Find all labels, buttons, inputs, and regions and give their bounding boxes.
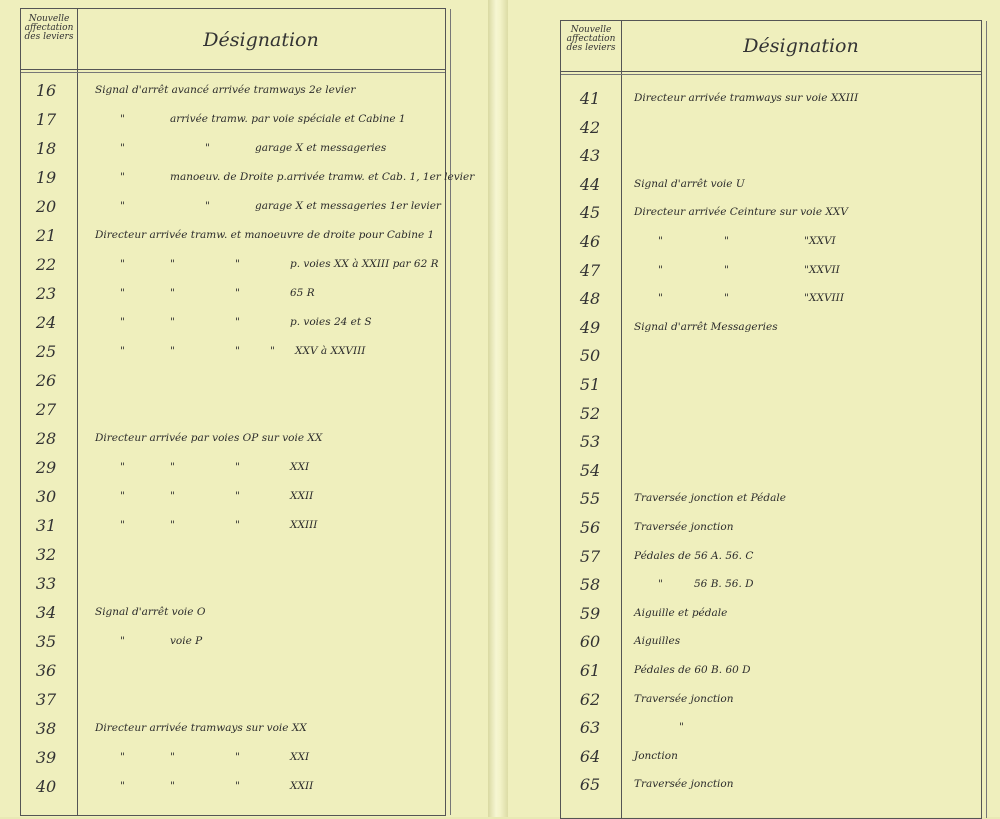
designation-text: Signal d'arrêt Messageries	[634, 320, 778, 333]
lever-number: 58	[579, 575, 601, 595]
lever-number: 45	[579, 203, 601, 223]
designation-text: "	[170, 519, 175, 531]
lever-number: 36	[35, 661, 57, 680]
lever-number: 54	[579, 460, 601, 480]
lever-number: 30	[35, 487, 57, 506]
designation-text: "	[658, 235, 663, 247]
designation-text: Traversée jonction	[634, 778, 734, 791]
designation-text: garage X et messageries 1er levier	[255, 200, 441, 212]
designation-text: Directeur arrivée par voies OP sur voie XX	[95, 432, 323, 444]
lever-number: 57	[579, 546, 601, 566]
lever-number: 46	[579, 232, 601, 251]
designation-text: Directeur arrivée tramw. et manoeuvre de droite pour Cabine 1	[95, 229, 435, 241]
designation-text: "	[724, 263, 729, 276]
designation-text: "	[235, 345, 240, 357]
designation-text: "	[235, 519, 240, 531]
lever-number: 53	[579, 432, 601, 452]
lever-number: 16	[35, 81, 57, 100]
designation-text: Traversée jonction	[634, 692, 734, 705]
lever-number: 25	[35, 342, 57, 361]
designation-text: "	[170, 316, 175, 328]
designation-text: "	[170, 490, 175, 502]
right-table-frame	[560, 20, 982, 819]
lever-number: 26	[35, 371, 57, 390]
lever-number: 44	[579, 174, 601, 194]
designation-text: "	[120, 519, 125, 531]
designation-text: "	[120, 200, 125, 212]
lever-number: 47	[579, 260, 601, 280]
lever-number: 20	[35, 197, 57, 216]
lever-number: 17	[35, 110, 57, 129]
designation-text: XXV à XXVIII	[295, 345, 366, 357]
lever-number: 62	[579, 689, 601, 709]
designation-text: Pédales de 56 A. 56. C	[634, 549, 754, 562]
lever-number: 27	[35, 400, 57, 419]
header-designation: Désignation	[743, 35, 859, 57]
designation-text: "	[120, 171, 125, 183]
lever-number: 19	[35, 168, 57, 187]
designation-text: p. voies 24 et S	[290, 316, 372, 328]
lever-number: 52	[579, 403, 601, 423]
lever-number: 28	[35, 429, 57, 448]
designation-text: "	[724, 235, 729, 247]
designation-text: "	[235, 751, 240, 763]
designation-text: "	[658, 578, 663, 591]
designation-text: "	[170, 287, 175, 299]
designation-text: "	[235, 287, 240, 299]
lever-number: 49	[579, 317, 601, 337]
designation-text: 65 R	[290, 287, 315, 299]
header-designation: Désignation	[203, 29, 319, 51]
lever-number: 56	[579, 518, 601, 537]
designation-text: "	[120, 287, 125, 299]
designation-text: "	[235, 258, 240, 270]
designation-text: "	[658, 263, 663, 276]
designation-text: "	[120, 780, 125, 792]
designation-text: "	[804, 235, 809, 247]
designation-text: "	[170, 345, 175, 357]
designation-text: "	[658, 292, 663, 305]
designation-text: XXVII	[809, 263, 840, 276]
lever-number: 32	[35, 545, 57, 564]
designation-text: "	[120, 113, 125, 125]
designation-text: Signal d'arrêt voie O	[95, 606, 206, 618]
designation-text: "	[205, 142, 210, 154]
designation-text: Aiguilles	[634, 635, 681, 648]
designation-text: "	[120, 345, 125, 357]
designation-text: "	[120, 461, 125, 473]
designation-text: XXVIII	[809, 292, 844, 305]
designation-text: Signal d'arrêt avancé arrivée tramways 2e levier	[95, 84, 356, 96]
designation-text: Signal d'arrêt voie U	[634, 177, 745, 190]
designation-text: p. voies XX à XXIII par 62 R	[290, 258, 439, 270]
lever-number: 61	[579, 661, 601, 680]
lever-number: 55	[579, 489, 601, 509]
designation-text: "	[235, 316, 240, 328]
designation-text: "	[170, 461, 175, 473]
designation-text: manoeuv. de Droite p.arrivée tramw. et Cab. 1, 1er levier	[170, 171, 475, 183]
header-lever-column: Nouvelle affectation des leviers	[24, 14, 74, 42]
designation-text: 56 B. 56. D	[694, 578, 754, 591]
lever-number: 65	[579, 775, 601, 795]
designation-text: Directeur arrivée tramways sur voie XX	[95, 722, 307, 734]
designation-text: "	[170, 258, 175, 270]
designation-text: Traversée jonction	[634, 521, 734, 533]
designation-text: Directeur arrivée Ceinture sur voie XXV	[634, 206, 848, 219]
lever-number: 60	[579, 632, 601, 652]
lever-number: 23	[35, 284, 57, 303]
lever-number: 50	[579, 346, 601, 366]
lever-number: 40	[35, 777, 57, 796]
lever-number: 24	[35, 313, 57, 332]
designation-text: "	[120, 751, 125, 763]
designation-text: "	[120, 142, 125, 154]
lever-number: 37	[35, 690, 57, 709]
designation-text: "	[170, 780, 175, 792]
designation-text: Pédales de 60 B. 60 D	[634, 664, 751, 676]
designation-text: "	[120, 635, 125, 647]
lever-number: 33	[35, 574, 57, 593]
lever-number: 51	[579, 375, 601, 394]
lever-number: 64	[579, 746, 601, 766]
designation-text: XXII	[290, 490, 314, 502]
designation-text: "	[205, 200, 210, 212]
left-table-frame	[20, 8, 446, 816]
designation-text: Aiguille et pédale	[634, 606, 728, 619]
designation-text: garage X et messageries	[255, 142, 387, 154]
designation-text: "	[804, 263, 809, 276]
lever-number: 34	[35, 603, 57, 622]
designation-text: Jonction	[634, 749, 678, 762]
designation-text: "	[724, 292, 729, 305]
designation-text: "	[679, 721, 684, 734]
designation-text: "	[235, 780, 240, 792]
lever-number: 38	[35, 719, 57, 738]
book-gutter	[488, 0, 508, 817]
lever-number: 35	[35, 632, 57, 651]
header-lever-column: Nouvelle affectation des leviers	[566, 25, 616, 53]
designation-text: "	[120, 316, 125, 328]
designation-text: "	[270, 345, 275, 357]
designation-text: "	[804, 292, 809, 305]
lever-number: 48	[579, 289, 601, 309]
designation-text: XXVI	[809, 235, 836, 247]
designation-text: "	[120, 258, 125, 270]
lever-number: 18	[35, 139, 57, 158]
lever-number: 63	[579, 718, 601, 738]
lever-number: 31	[35, 516, 57, 535]
designation-text: XXI	[290, 751, 310, 763]
designation-text: "	[235, 490, 240, 502]
lever-number: 22	[35, 255, 57, 274]
lever-number: 21	[35, 226, 57, 245]
designation-text: XXIII	[290, 519, 318, 531]
designation-text: arrivée tramw. par voie spéciale et Cabine 1	[170, 113, 406, 125]
designation-text: Directeur arrivée tramways sur voie XXIII	[634, 92, 859, 104]
lever-number: 43	[579, 146, 601, 166]
designation-text: "	[235, 461, 240, 473]
designation-text: Traversée jonction et Pédale	[634, 492, 786, 505]
designation-text: XXI	[290, 461, 310, 473]
designation-text: XXII	[290, 780, 314, 792]
lever-number: 39	[35, 748, 57, 767]
lever-number: 42	[579, 117, 601, 137]
lever-number: 29	[35, 458, 57, 477]
designation-text: "	[170, 751, 175, 763]
designation-text: "	[120, 490, 125, 502]
lever-number: 41	[579, 89, 601, 108]
designation-text: voie P	[170, 635, 203, 647]
lever-number: 59	[579, 603, 601, 623]
